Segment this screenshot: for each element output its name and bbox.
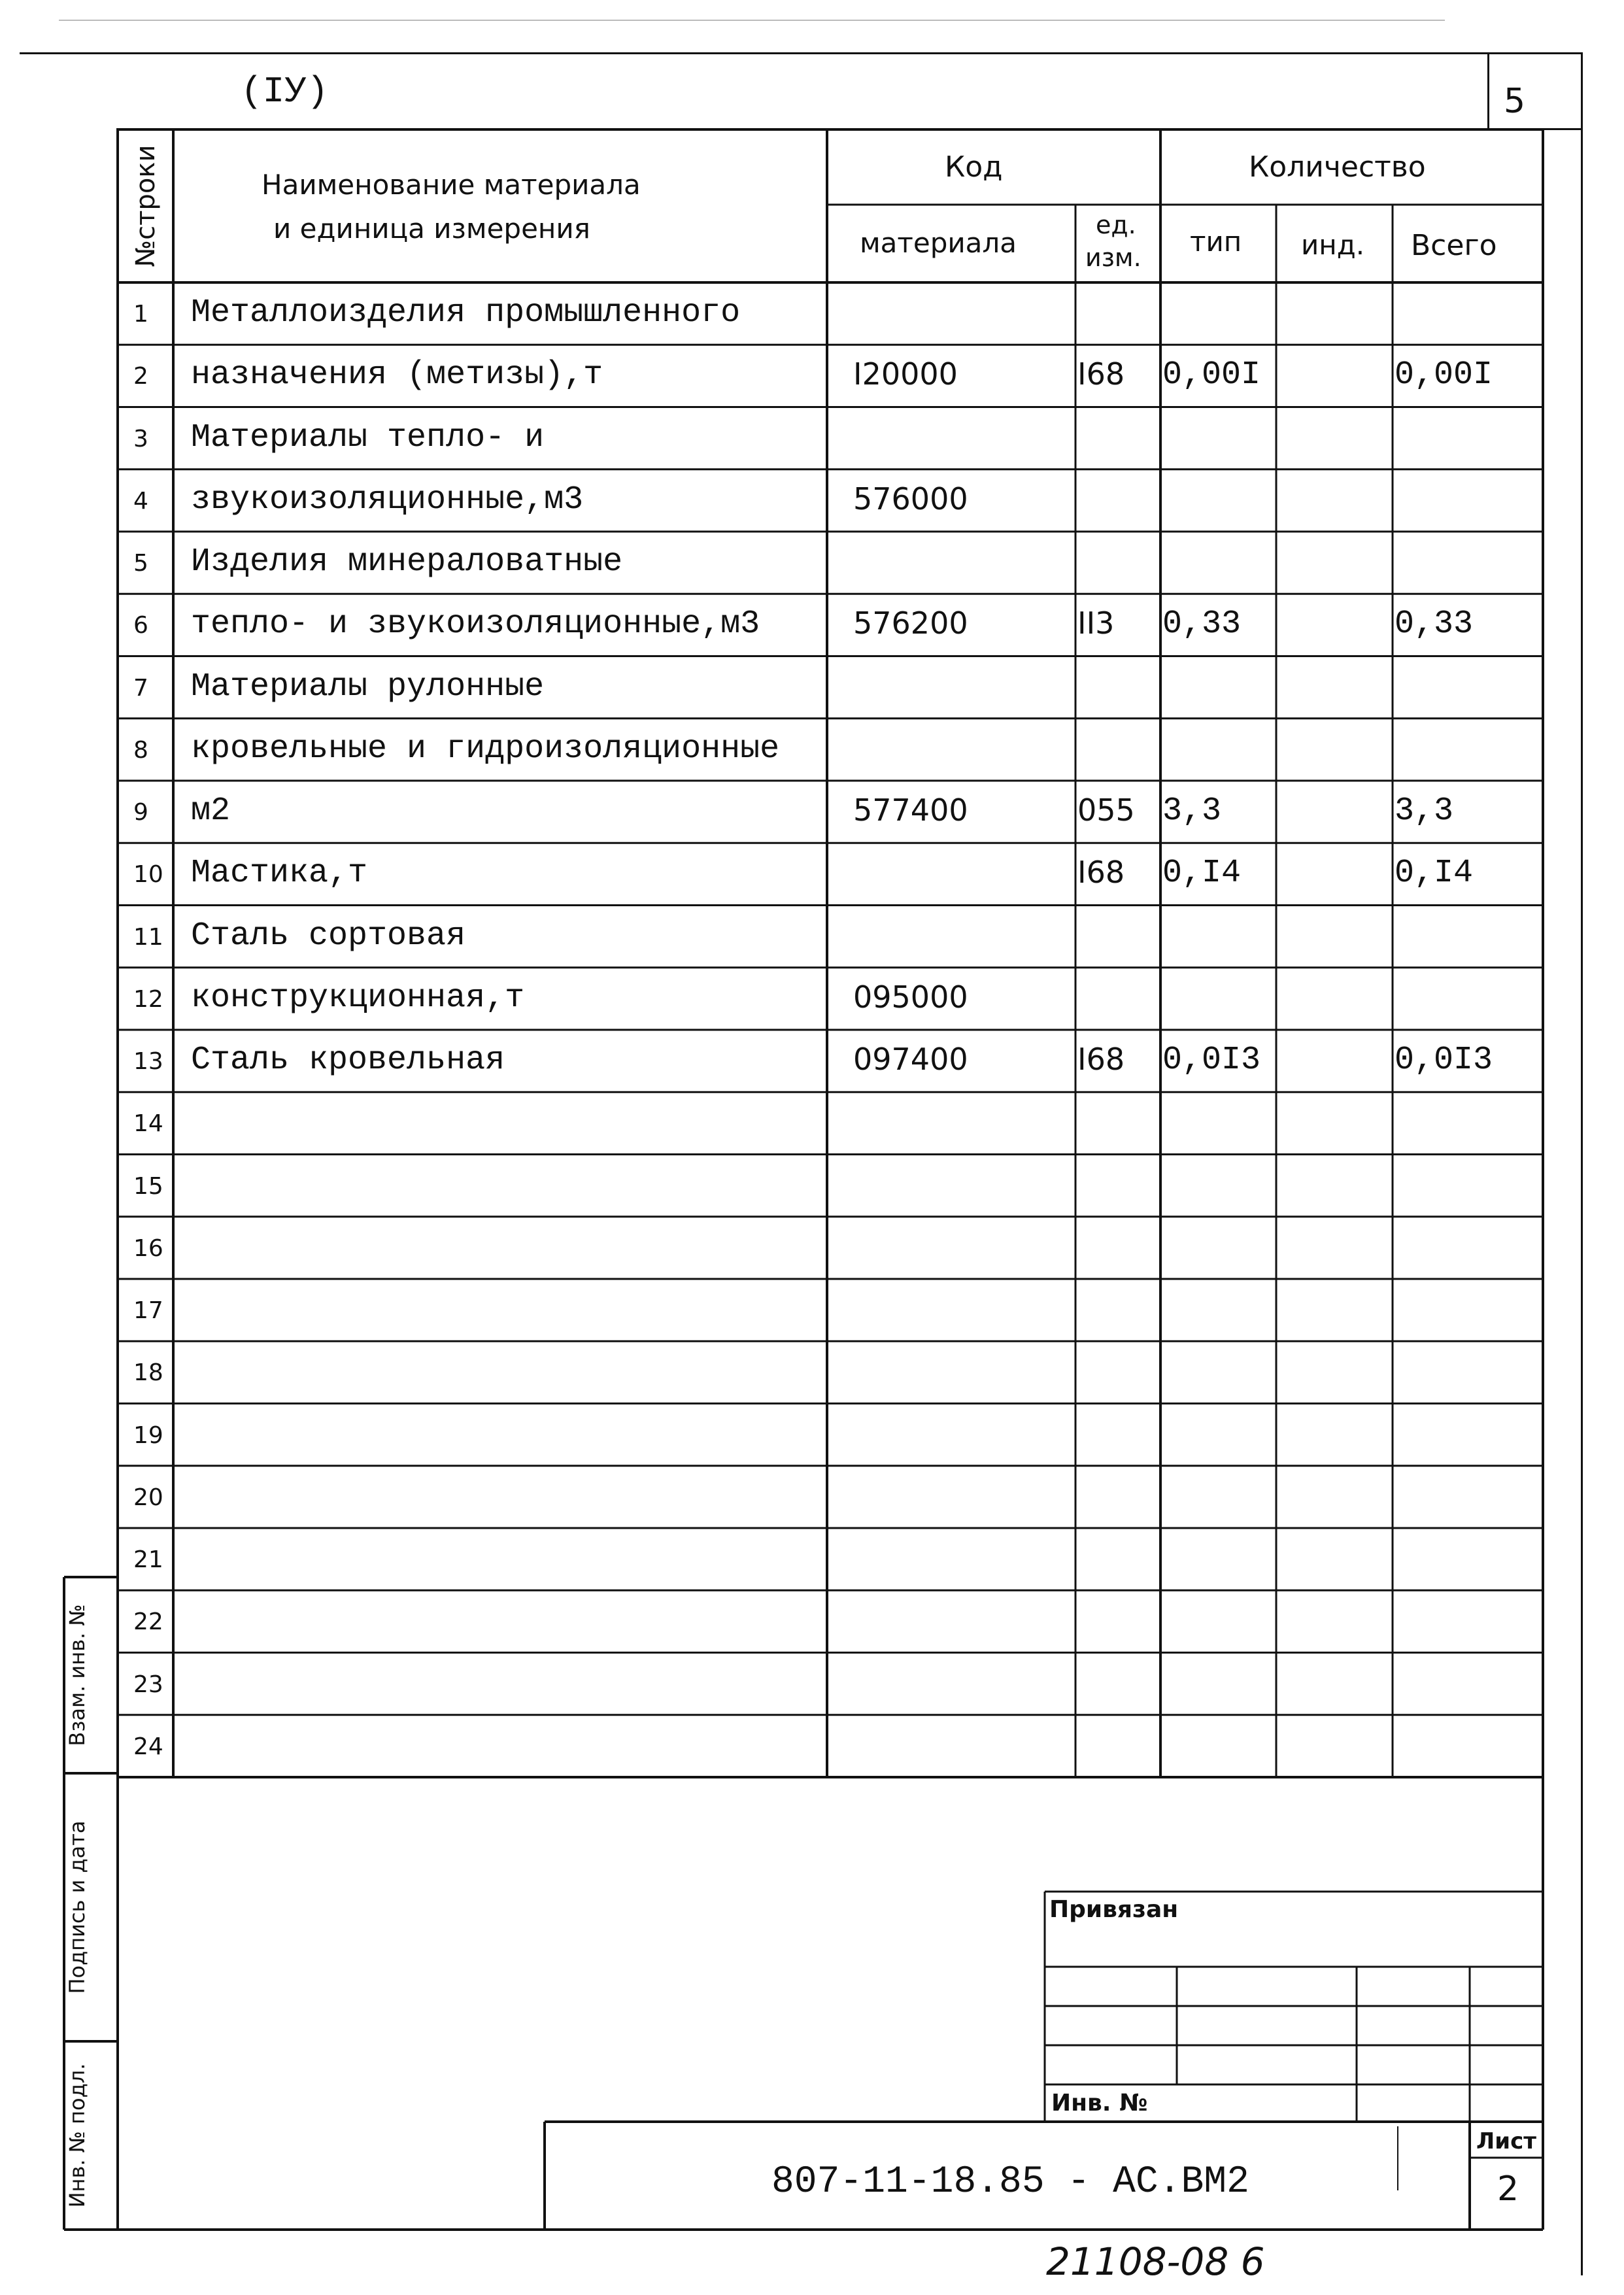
row-number: 18 xyxy=(133,1359,163,1387)
stamp-podpis: Подпись и дата xyxy=(65,1820,90,1994)
row-number: 24 xyxy=(133,1733,163,1760)
row-number: 6 xyxy=(133,612,148,639)
row-material-code: 097400 xyxy=(853,1042,968,1077)
row-qty-type: 0,0I3 xyxy=(1162,1042,1261,1079)
row-material-name: конструкционная,т xyxy=(191,979,525,1017)
row-material-name: Сталь сортовая xyxy=(191,917,466,955)
row-unit-code: I68 xyxy=(1077,356,1125,392)
row-material-code: 576200 xyxy=(853,605,968,641)
row-qty-type: 0,00I xyxy=(1162,356,1261,394)
row-unit-code: 055 xyxy=(1077,792,1135,828)
row-number: 9 xyxy=(133,799,148,826)
header-code-material: материала xyxy=(860,227,1017,259)
row-number: 23 xyxy=(133,1671,163,1698)
row-material-name: Сталь кровельная xyxy=(191,1042,505,1079)
header-code-unit-2: изм. xyxy=(1085,243,1142,272)
row-qty-total: 0,00I xyxy=(1395,356,1493,394)
row-number: 19 xyxy=(133,1421,163,1449)
row-material-name: Металлоизделия промышленного xyxy=(191,294,741,332)
row-qty-total: 3,3 xyxy=(1395,792,1454,830)
header-qty-ind: инд. xyxy=(1301,229,1365,261)
header-qty-group: Количество xyxy=(1249,150,1426,184)
sheet-number: 2 xyxy=(1497,2169,1519,2209)
row-number: 7 xyxy=(133,674,148,702)
row-qty-total: 0,I4 xyxy=(1395,855,1474,892)
row-material-code: 576000 xyxy=(853,481,968,517)
row-number: 14 xyxy=(133,1110,163,1138)
header-code-group: Код xyxy=(945,150,1003,184)
row-number: 8 xyxy=(133,736,148,764)
header-name-line1: Наименование материала xyxy=(262,169,641,201)
row-material-name: м2 xyxy=(191,792,231,830)
header-rownum: №строки xyxy=(131,144,161,267)
row-number: 15 xyxy=(133,1172,163,1200)
header-code-unit-1: ед. xyxy=(1096,211,1136,239)
row-number: 11 xyxy=(133,923,163,951)
privyazan-label: Привязан xyxy=(1049,1896,1179,1923)
bottom-archive-number: 21108-08 6 xyxy=(1046,2239,1265,2284)
row-number: 17 xyxy=(133,1297,163,1324)
row-unit-code: II3 xyxy=(1077,605,1115,641)
row-number: 2 xyxy=(133,363,148,390)
header-qty-total: Всего xyxy=(1411,229,1497,262)
stamp-inv-podl: Инв. № подл. xyxy=(65,2063,90,2208)
row-qty-total: 0,0I3 xyxy=(1395,1042,1493,1079)
row-material-code: 095000 xyxy=(853,979,968,1015)
row-qty-total: 0,33 xyxy=(1395,605,1474,643)
sheet-label: Лист xyxy=(1476,2128,1536,2154)
row-number: 16 xyxy=(133,1234,163,1262)
row-material-name: звукоизоляционные,м3 xyxy=(191,481,584,518)
row-material-name: Изделия минераловатные xyxy=(191,543,623,581)
row-qty-type: 0,33 xyxy=(1162,605,1242,643)
row-material-code: 577400 xyxy=(853,792,968,828)
row-unit-code: I68 xyxy=(1077,855,1125,891)
row-qty-type: 3,3 xyxy=(1162,792,1222,830)
header-qty-type: тип xyxy=(1190,226,1242,258)
row-number: 20 xyxy=(133,1484,163,1511)
document-designation: 807-11-18.85 - АС.ВМ2 xyxy=(771,2161,1249,2203)
stamp-vzam: Взам. инв. № xyxy=(65,1604,90,1746)
row-number: 13 xyxy=(133,1048,163,1075)
row-number: 4 xyxy=(133,487,148,515)
row-material-name: Мастика,т xyxy=(191,855,368,892)
row-material-name: Материалы тепло- и xyxy=(191,418,545,456)
row-material-code: I20000 xyxy=(853,356,958,392)
row-unit-code: I68 xyxy=(1077,1042,1125,1077)
row-material-name: кровельные и гидроизоляционные xyxy=(191,730,780,768)
page-number: 5 xyxy=(1504,82,1526,121)
row-qty-type: 0,I4 xyxy=(1162,855,1242,892)
row-material-name: тепло- и звукоизоляционные,м3 xyxy=(191,605,760,643)
row-material-name: назначения (метизы),т xyxy=(191,356,603,394)
header-name-line2: и единица измерения xyxy=(273,212,590,245)
row-number: 5 xyxy=(133,550,148,577)
series-mark: (IУ) xyxy=(241,71,329,112)
inv-no-label: Инв. № xyxy=(1051,2090,1148,2116)
row-number: 10 xyxy=(133,861,163,889)
row-material-name: Материалы рулонные xyxy=(191,668,545,706)
row-number: 1 xyxy=(133,301,148,328)
row-number: 3 xyxy=(133,425,148,452)
row-number: 12 xyxy=(133,985,163,1013)
row-number: 22 xyxy=(133,1608,163,1636)
row-number: 21 xyxy=(133,1546,163,1573)
